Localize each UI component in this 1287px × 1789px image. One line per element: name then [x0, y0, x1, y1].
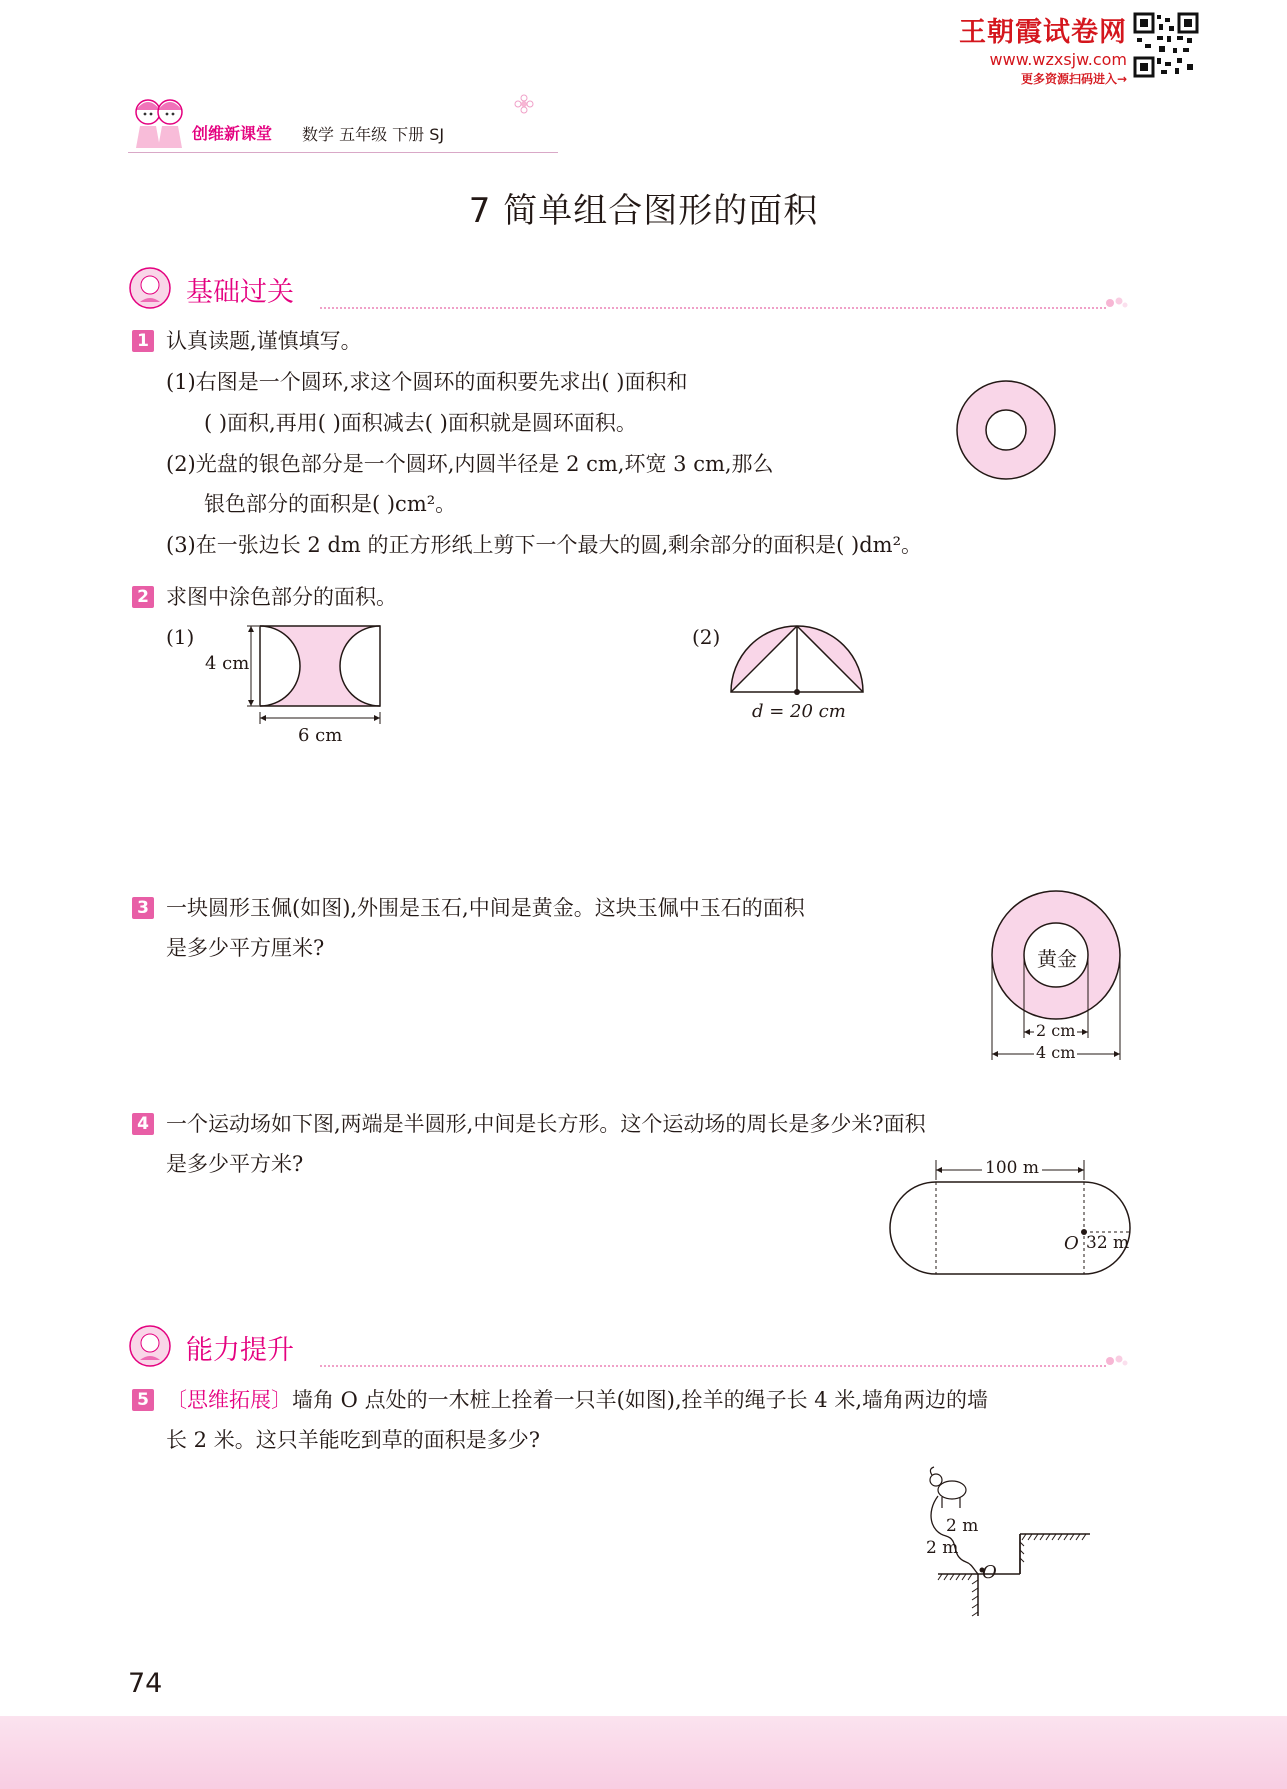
question-number-5: 5	[132, 1389, 154, 1411]
q1-part2-line2: 银色部分的面积是( )cm²。	[204, 492, 457, 516]
q5-line2: 长 2 米。这只羊能吃到草的面积是多少?	[166, 1428, 540, 1452]
q5-point-label: O	[982, 1562, 997, 1583]
section-title-advanced: 能力提升	[186, 1335, 294, 1366]
section-divider	[320, 1365, 1106, 1367]
series-name: 创维新课堂	[192, 124, 273, 143]
q3-outer-diameter-label: 4 cm	[1036, 1043, 1076, 1062]
section-divider	[320, 307, 1106, 309]
dots-decoration-icon	[1104, 295, 1128, 311]
q5-line1	[166, 1386, 988, 1414]
page-number: 74	[128, 1668, 163, 1699]
question-number-4: 4	[132, 1113, 154, 1135]
q1-stem: 认真读题,谨慎填写。	[166, 329, 362, 353]
brand-tip: 更多资源扫码进入→	[1020, 72, 1127, 86]
q3-center-label: 黄金	[1036, 943, 1078, 972]
watermark-brand	[959, 10, 1127, 87]
q5-wall-label-2: 2 m	[926, 1538, 959, 1558]
section-title-basic: 基础过关	[186, 277, 294, 308]
brand-url[interactable]: www.wzxsjw.com	[989, 50, 1127, 69]
footer-band	[0, 1716, 1287, 1789]
subject-info: 数学 五年级 下册 SJ	[302, 125, 445, 144]
section-badge-icon	[128, 1324, 176, 1368]
q5-line1-text: 墙角 O 点处的一木桩上拴着一只羊(如图),拴羊的绳子长 4 米,墙角两边的墙	[292, 1388, 989, 1412]
q1-part1-line2: ( )面积,再用( )面积减去( )面积就是圆环面积。	[204, 411, 637, 435]
q3-line2: 是多少平方厘米?	[166, 936, 325, 960]
q5-wall-label-1: 2 m	[946, 1516, 979, 1536]
q3-line1: 一块圆形玉佩(如图),外围是玉石,中间是黄金。这块玉佩中玉石的面积	[166, 896, 805, 920]
q3-inner-diameter-label: 2 cm	[1036, 1021, 1076, 1040]
q4-line1: 一个运动场如下图,两端是半圆形,中间是长方形。这个运动场的周长是多少米?面积	[166, 1112, 926, 1136]
q2-fig2-tag: (2)	[692, 625, 721, 649]
goat-icon	[930, 1467, 966, 1508]
question-number-2: 2	[132, 586, 154, 608]
lesson-title: 7 简单组合图形的面积	[468, 191, 819, 231]
dots-decoration-icon	[1104, 1353, 1128, 1369]
q2-figure-2	[726, 622, 866, 698]
q1-part1-line1: (1)右图是一个圆环,求这个圆环的面积要先求出( )面积和	[166, 370, 688, 394]
q2-fig1-height-label: 4 cm	[205, 653, 250, 674]
header-divider	[128, 152, 558, 153]
flower-decoration-icon	[514, 94, 534, 114]
q5-tag: 〔思维拓展〕	[166, 1388, 292, 1412]
section-badge-icon	[128, 266, 176, 310]
q1-part2-line1: (2)光盘的银色部分是一个圆环,内圆半径是 2 cm,环宽 3 cm,那么	[166, 452, 774, 476]
q2-figure-1	[246, 620, 386, 730]
mascot-logo-icon	[126, 90, 192, 154]
q2-stem: 求图中涂色部分的面积。	[166, 585, 397, 609]
q4-center-label: O	[1064, 1233, 1079, 1254]
q4-radius-label: 32 m	[1086, 1233, 1130, 1253]
brand-name: 王朝霞试卷网	[959, 17, 1127, 48]
q2-fig2-diameter-label: d = 20 cm	[752, 701, 846, 722]
question-number-1: 1	[132, 330, 154, 352]
qr-code-icon[interactable]	[1133, 12, 1199, 78]
annulus-figure	[954, 378, 1058, 482]
q2-fig1-width-label: 6 cm	[298, 725, 343, 746]
question-number-3: 3	[132, 897, 154, 919]
q1-part3-line1: (3)在一张边长 2 dm 的正方形纸上剪下一个最大的圆,剩余部分的面积是( )dm²。	[166, 533, 922, 557]
q4-length-label: 100 m	[982, 1158, 1042, 1178]
q2-fig1-tag: (1)	[166, 625, 195, 649]
q4-line2: 是多少平方米?	[166, 1152, 304, 1176]
